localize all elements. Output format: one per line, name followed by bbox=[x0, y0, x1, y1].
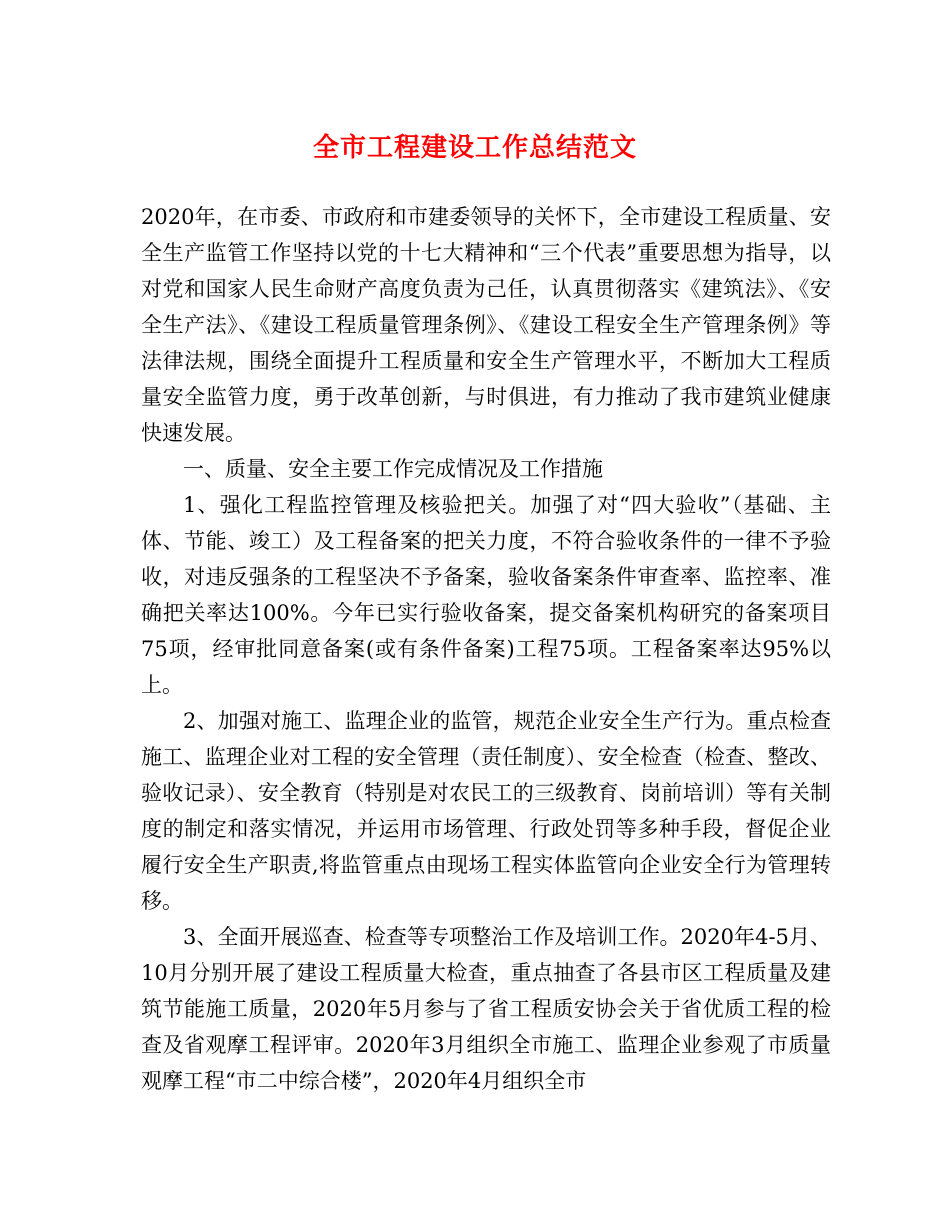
paragraph-intro: 2020年，在市委、市政府和市建委领导的关怀下，全市建设工程质量、安全生产监管工作坚持以党的十七大精神和“三个代表”重要思想为指导，以对党和国家人民生命财产高度负责为己任，认真贯彻落实《建筑法》、《安全生产法》、《建设工程质量管理条例》、《建设工程安全生产管理条例》等法律法规，围绕全面提升工程质量和安全生产管理水平，不断加大工程质量安全监管力度，勇于改革创新，与时俱进，有力推动了我市建筑业健康快速发展。 bbox=[141, 205, 831, 445]
document-title: 全市工程建设工作总结范文 bbox=[312, 133, 637, 163]
paragraph-item-1: 1、强化工程监控管理及核验把关。加强了对“四大验收”（基础、主体、节能、竣工）及工程备案的把关力度，不符合验收条件的一律不予验收，对违反强条的工程坚决不予备案，验收备案条件审查率、监控率、准确把关率达100%。今年已实行验收备案，提交备案机构研究的备案项目75项，经审批同意备案(或有条件备案)工程75项。工程备案率达95%以上。 bbox=[141, 493, 831, 697]
document-body bbox=[141, 199, 831, 1099]
paragraph-item-2: 2、加强对施工、监理企业的监管，规范企业安全生产行为。重点检查施工、监理企业对工程的安全管理（责任制度）、安全检查（检查、整改、验收记录）、安全教育（特别是对农民工的三级教育、岗前培训）等有关制度的制定和落实情况，并运用市场管理、行政处罚等多种手段，督促企业履行安全生产职责,将监管重点由现场工程实体监管向企业安全行为管理转移。 bbox=[141, 709, 831, 913]
section-heading: 一、质量、安全主要工作完成情况及工作措施 bbox=[183, 457, 603, 481]
paragraph-item-3: 3、全面开展巡查、检查等专项整治工作及培训工作。2020年4-5月、10月分别开展了建设工程质量大检查，重点抽查了各县市区工程质量及建筑节能施工质量，2020年5月参与了省工程质安协会关于省优质工程的检查及省观摩工程评审。2020年3月组织全市施工、监理企业参观了市质量观摩工程“市二中综合楼”，2020年4月组织全市 bbox=[141, 925, 831, 1093]
